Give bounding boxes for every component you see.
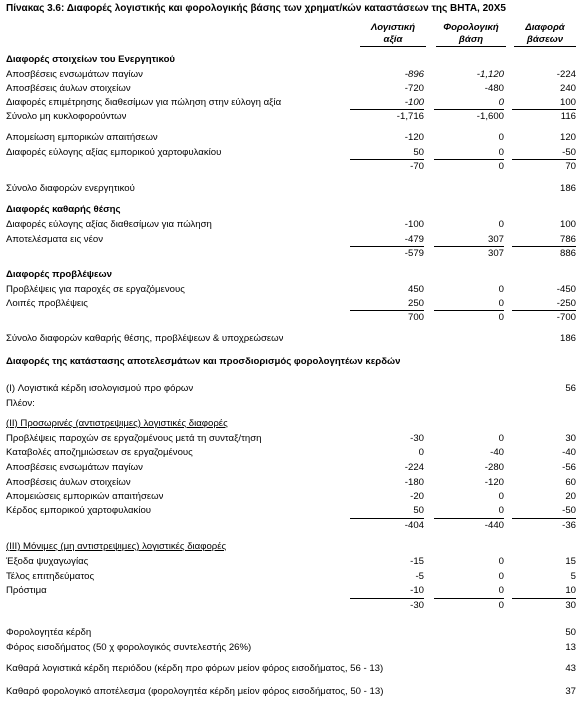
cell-tax-base: 0 — [498, 585, 504, 596]
cell-difference: 5 — [570, 571, 576, 582]
table-row — [0, 505, 586, 517]
cell-difference: 30 — [565, 600, 576, 611]
table-row — [0, 600, 586, 612]
row-label: Σύνολο διαφορών ενεργητικού — [6, 183, 135, 194]
cell-accounting-value: 250 — [407, 298, 424, 309]
header-line-1: Διαφορά — [525, 22, 565, 33]
cell-tax-base: 0 — [498, 284, 504, 295]
cell-tax-base: -1,120 — [476, 69, 504, 80]
subtotal-rule — [434, 246, 504, 247]
cell-accounting-value: -10 — [410, 585, 424, 596]
header-line-2: βάσεων — [514, 34, 576, 47]
cell-tax-base: 0 — [498, 298, 504, 309]
row-label: Λοιπές προβλέψεις — [6, 298, 88, 309]
cell-tax-base: 0 — [498, 571, 504, 582]
subtotal-rule — [512, 109, 576, 110]
table-row — [0, 383, 586, 395]
row-label: Διαφορές επιμέτρησης διαθεσίμων για πώληση στην εύλογη αξία — [6, 97, 282, 108]
subtotal-rule — [350, 246, 424, 247]
table-row — [0, 627, 586, 639]
table-row — [0, 298, 586, 310]
cell-accounting-value: 50 — [413, 147, 424, 158]
cell-tax-base: 0 — [498, 219, 504, 230]
cell-difference: -40 — [562, 447, 576, 458]
cell-difference: -224 — [556, 69, 576, 80]
section-heading — [0, 269, 586, 281]
row-label: (II) Προσωρινές (αντιστρεψιμες) λογιστικές διαφορές — [6, 418, 228, 429]
row-label: Καταβολές αποζημιώσεων σε εργαζομένους — [6, 447, 193, 458]
cell-accounting-value: -30 — [410, 433, 424, 444]
row-label: Σύνολο μη κυκλοφορούντων — [6, 111, 127, 122]
cell-difference: 20 — [565, 491, 576, 502]
table-title: Πίνακας 3.6: Διαφορές λογιστικής και φορολογικής βάσης των χρηματ/κών καταστάσεων της ΒΗΤΑ, 20Χ5 — [6, 3, 506, 14]
row-label: Καθαρά λογιστικά κέρδη περιόδου (κέρδη προ φόρων μείον φόρος εισοδήματος, 56 - 13) — [6, 663, 384, 674]
table-row — [0, 447, 586, 459]
table-row — [0, 541, 586, 553]
row-label: Πλέον: — [6, 398, 35, 409]
cell-accounting-value: -30 — [410, 600, 424, 611]
cell-difference: 60 — [565, 477, 576, 488]
cell-tax-base: 0 — [498, 147, 504, 158]
table-row — [0, 663, 586, 675]
row-label: Πρόστιμα — [6, 585, 47, 596]
cell-accounting-value: -120 — [404, 132, 424, 143]
cell-tax-base: -440 — [484, 520, 504, 531]
table-row — [0, 219, 586, 231]
cell-accounting-value: -5 — [415, 571, 424, 582]
cell-tax-base: -480 — [484, 83, 504, 94]
table-row — [0, 571, 586, 583]
row-label: Καθαρό φορολογικό αποτέλεσμα (φορολογητέα κέρδη μείον φόρος εισοδήματος, 50 - 13) — [6, 686, 384, 697]
table-row — [0, 556, 586, 568]
table-row — [0, 83, 586, 95]
cell-difference: 240 — [559, 83, 576, 94]
cell-difference: 116 — [560, 111, 576, 122]
header-line-1: Φορολογική — [443, 22, 499, 33]
cell-difference: -50 — [562, 505, 576, 516]
cell-difference: -50 — [562, 147, 576, 158]
row-label: Απομειώσεις εμπορικών απαιτήσεων — [6, 491, 164, 502]
table-row — [0, 520, 586, 532]
row-label: (III) Μόνιμες (μη αντιστρεψιμες) λογιστικές διαφορές — [6, 541, 227, 552]
cell-accounting-value: -479 — [404, 234, 424, 245]
row-label: Αποσβέσεις άυλων στοιχείων — [6, 477, 131, 488]
cell-accounting-value: 50 — [413, 505, 424, 516]
cell-difference: 50 — [565, 627, 576, 638]
cell-tax-base: 307 — [487, 248, 504, 259]
row-label: Αποσβέσεις ενσωμάτων παγίων — [6, 462, 143, 473]
cell-tax-base: 307 — [487, 234, 504, 245]
cell-tax-base: 0 — [498, 505, 504, 516]
subtotal-rule — [512, 159, 576, 160]
cell-difference: 120 — [559, 132, 576, 143]
cell-tax-base: 0 — [498, 161, 504, 172]
cell-difference: -250 — [556, 298, 576, 309]
cell-tax-base: -40 — [490, 447, 504, 458]
subtotal-rule — [434, 598, 504, 599]
row-label: Διαφορές εύλογης αξίας εμπορικού χαρτοφυλακίου — [6, 147, 222, 158]
cell-difference: -56 — [562, 462, 576, 473]
table-row — [0, 333, 586, 345]
row-label: (I) Λογιστικά κέρδη ισολογισμού προ φόρων — [6, 383, 194, 394]
row-label: Φόρος εισοδήματος (50 χ φορολογικός συντελεστής 26%) — [6, 642, 252, 653]
row-label: Φορολογητέα κέρδη — [6, 627, 92, 638]
row-label: Διαφορές προβλέψεων — [6, 269, 112, 280]
row-label: Διαφορές στοιχείων του Ενεργητικού — [6, 54, 176, 65]
cell-difference: 43 — [565, 663, 576, 674]
table-row — [0, 111, 586, 123]
cell-accounting-value: 450 — [407, 284, 424, 295]
table-row — [0, 585, 586, 597]
cell-accounting-value: -224 — [404, 462, 424, 473]
cell-accounting-value: -404 — [404, 520, 424, 531]
table-row — [0, 686, 586, 698]
cell-tax-base: 0 — [498, 97, 504, 108]
section-heading — [0, 356, 586, 368]
subtotal-rule — [512, 246, 576, 247]
subtotal-rule — [434, 109, 504, 110]
row-label: Αποτελέσματα εις νέον — [6, 234, 103, 245]
row-label: Διαφορές καθαρής θέσης — [6, 204, 121, 215]
row-label: Προβλέψεις παροχών σε εργαζομένους μετά τη συνταξ/τηση — [6, 433, 262, 444]
table-row — [0, 491, 586, 503]
cell-difference: 186 — [559, 333, 576, 344]
table-row — [0, 433, 586, 445]
cell-accounting-value: -100 — [404, 219, 424, 230]
cell-accounting-value: -20 — [410, 491, 424, 502]
cell-accounting-value: -1,716 — [396, 111, 424, 122]
subtotal-rule — [434, 159, 504, 160]
cell-difference: 37 — [565, 686, 576, 697]
table-row — [0, 312, 586, 324]
table-row — [0, 477, 586, 489]
row-label: Αποσβέσεις άυλων στοιχείων — [6, 83, 131, 94]
table-row — [0, 248, 586, 260]
table-row — [0, 97, 586, 109]
table-row — [0, 398, 586, 410]
cell-accounting-value: -70 — [410, 161, 424, 172]
header-line-1: Λογιστική — [370, 22, 416, 33]
row-label: Διαφορές εύλογης αξίας διαθεσίμων για πώληση — [6, 219, 212, 230]
subtotal-rule — [350, 598, 424, 599]
cell-difference: 56 — [565, 383, 576, 394]
section-heading — [0, 204, 586, 216]
cell-difference: 786 — [559, 234, 576, 245]
cell-difference: 30 — [565, 433, 576, 444]
cell-difference: -700 — [556, 312, 576, 323]
row-label: Κέρδος εμπορικού χαρτοφυλακίου — [6, 505, 152, 516]
cell-difference: 15 — [565, 556, 576, 567]
cell-accounting-value: -896 — [404, 69, 424, 80]
cell-difference: 10 — [565, 585, 576, 596]
cell-tax-base: 0 — [498, 132, 504, 143]
table-row — [0, 234, 586, 246]
subtotal-rule — [350, 109, 424, 110]
table-row — [0, 418, 586, 430]
table-row — [0, 284, 586, 296]
row-label: Τέλος επιτηδεύματος — [6, 571, 95, 582]
table-row — [0, 462, 586, 474]
cell-tax-base: 0 — [498, 433, 504, 444]
header-base-difference — [514, 22, 576, 47]
cell-tax-base: 0 — [498, 556, 504, 567]
row-label: Απομείωση εμπορικών απαιτήσεων — [6, 132, 158, 143]
cell-accounting-value: -100 — [404, 97, 424, 108]
cell-tax-base: -1,600 — [476, 111, 504, 122]
table-row — [0, 161, 586, 173]
table-row — [0, 183, 586, 195]
subtotal-rule — [350, 159, 424, 160]
row-label: Έξοδα ψυχαγωγίας — [6, 556, 89, 567]
cell-difference: -450 — [556, 284, 576, 295]
table-row — [0, 132, 586, 144]
cell-tax-base: -120 — [484, 477, 504, 488]
row-label: Αποσβέσεις ενσωμάτων παγίων — [6, 69, 143, 80]
header-line-2: αξία — [360, 34, 426, 47]
cell-difference: 186 — [559, 183, 576, 194]
cell-tax-base: 0 — [498, 312, 504, 323]
cell-difference: -36 — [562, 520, 576, 531]
subtotal-rule — [512, 518, 576, 519]
subtotal-rule — [350, 518, 424, 519]
subtotal-rule — [434, 310, 504, 311]
cell-difference: 100 — [559, 219, 576, 230]
cell-accounting-value: -579 — [404, 248, 424, 259]
cell-accounting-value: 0 — [418, 447, 424, 458]
cell-difference: 70 — [565, 161, 576, 172]
table-row — [0, 642, 586, 654]
header-line-2: βάση — [436, 34, 506, 47]
subtotal-rule — [512, 598, 576, 599]
table-row — [0, 69, 586, 81]
row-label: Διαφορές της κατάστασης αποτελεσμάτων και προσδιορισμός φορολογητέων κερδών — [6, 356, 401, 367]
subtotal-rule — [350, 310, 424, 311]
cell-difference: 100 — [559, 97, 576, 108]
table-row — [0, 147, 586, 159]
subtotal-rule — [512, 310, 576, 311]
cell-tax-base: 0 — [498, 491, 504, 502]
cell-accounting-value: -15 — [410, 556, 424, 567]
row-label: Σύνολο διαφορών καθαρής θέσης, προβλέψεων & υποχρεώσεων — [6, 333, 284, 344]
cell-tax-base: -280 — [484, 462, 504, 473]
section-heading — [0, 54, 586, 66]
cell-accounting-value: -180 — [404, 477, 424, 488]
cell-tax-base: 0 — [498, 600, 504, 611]
cell-accounting-value: 700 — [407, 312, 424, 323]
cell-difference: 886 — [559, 248, 576, 259]
cell-difference: 13 — [565, 642, 576, 653]
header-tax-base — [436, 22, 506, 47]
cell-accounting-value: -720 — [404, 83, 424, 94]
subtotal-rule — [434, 518, 504, 519]
row-label: Προβλέψεις για παροχές σε εργαζόμενους — [6, 284, 185, 295]
header-accounting-value — [360, 22, 426, 47]
